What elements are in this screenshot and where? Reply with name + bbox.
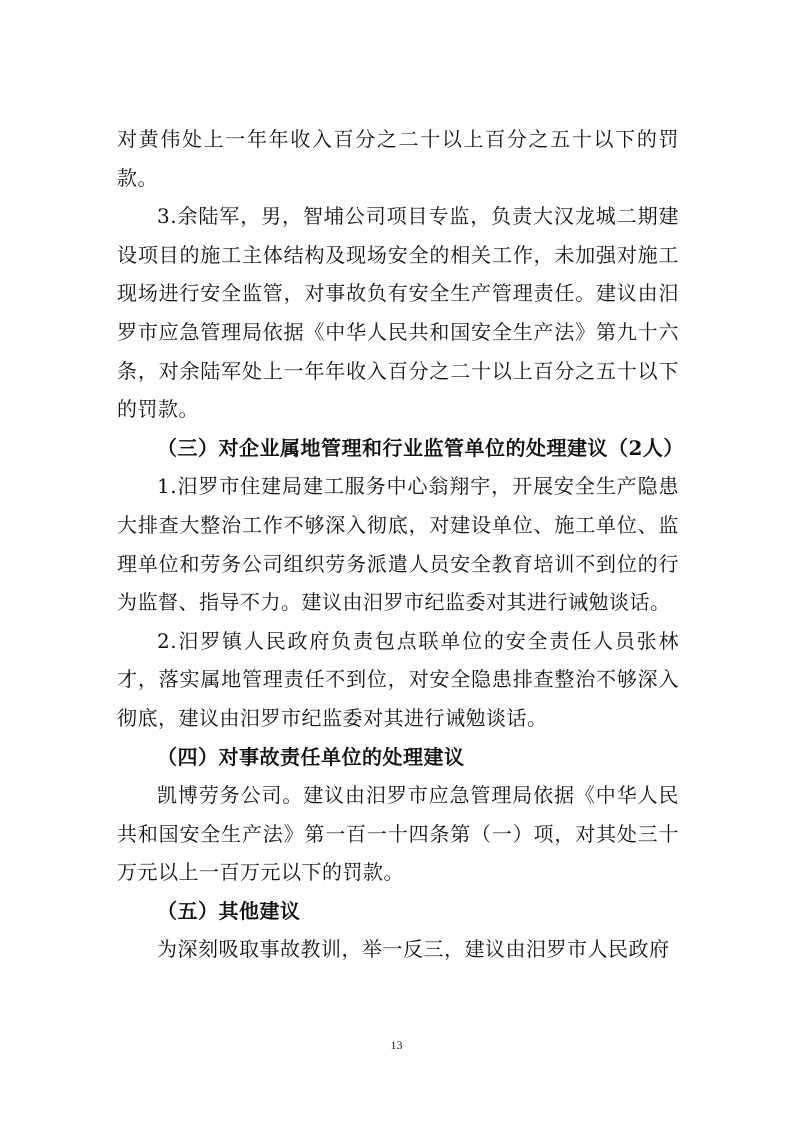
- document-body: [117, 120, 684, 969]
- paragraph-yu-lujun: 3.余陆军，男，智埔公司项目专监，负责大汉龙城二期建设项目的施工主体结构及现场安全的相关工作，未加强对施工现场进行安全监管，对事故负有安全生产管理责任。建议由汨罗市应急管理局依据《中华人民共和国安全生产法》第九十六条，对余陆军处上一年年收入百分之二十以上百分之五十以下的罚款。: [117, 204, 679, 422]
- paragraph-kaibo-labor: 凯博劳务公司。建议由汨罗市应急管理局依据《中华人民共和国安全生产法》第一百一十四条第（一）项，对其处三十万元以上一百万元以下的罚款。: [117, 783, 679, 885]
- section-heading-4: （四）对事故责任单位的处理建议: [157, 744, 465, 769]
- page-number: 13: [390, 1038, 403, 1052]
- section-heading-3: （三）对企业属地管理和行业监管单位的处理建议（2人）: [157, 435, 684, 460]
- paragraph-weng-xiangyu: 1.汨罗市住建局建工服务中心翁翔宇，开展安全生产隐患大排查大整治工作不够深入彻底，对建设单位、施工单位、监理单位和劳务公司组织劳务派遣人员安全教育培训不到位的行为监督、指导不力。建议由汨罗市纪监委对其进行诫勉谈话。: [117, 474, 679, 615]
- paragraph-fine-huang-wei: 对黄伟处上一年年收入百分之二十以上百分之五十以下的罚款。: [117, 127, 679, 190]
- section-heading-5: （五）其他建议: [157, 898, 301, 923]
- paragraph-other-suggestions: 为深刻吸取事故教训，举一反三，建议由汨罗市人民政府: [157, 937, 670, 962]
- paragraph-zhang-lincai: 2.汨罗镇人民政府负责包点联单位的安全责任人员张林才，落实属地管理责任不到位，对安全隐患排查整治不够深入彻底，建议由汨罗市纪监委对其进行诫勉谈话。: [117, 628, 679, 730]
